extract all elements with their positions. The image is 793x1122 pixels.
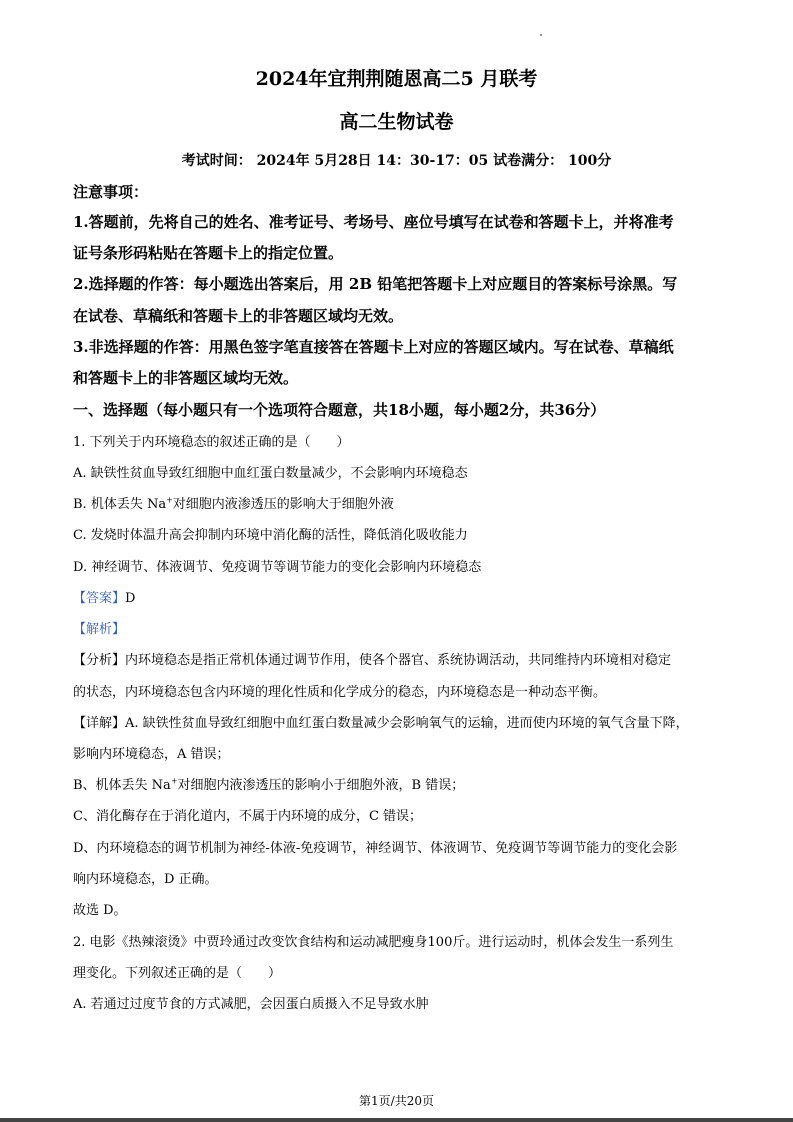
answer-tag: 【答案】 [73,591,126,606]
option-b-text: B. 机体丢失 Na [73,497,167,512]
xiangjie-line [73,774,464,793]
xiangjie-text: A. 缺铁性贫血导致红细胞中血红蛋白数量减少会影响氧气的运输，进而使内环境的氧气含量下降， [125,716,689,731]
question-2-stem: 2. 电影《热辣滚烫》中贾玲通过改变饮食结构和运动减肥瘦身100斤。进行运动时，机体会发生一系列生 [73,935,674,950]
page-bottom-rule [0,1118,793,1122]
analysis-tag: 【解析】 [73,622,126,637]
option-b-text-rest: 对细胞内液渗透压的影响大于细胞外液 [172,497,394,512]
notice-line: 3.非选择题的作答：用黑色签字笔直接答在答题卡上对应的答题区域内。写在试卷、草稿纸 [73,338,674,356]
notice-line: 2.选择题的作答：每小题选出答案后，用 2B 铅笔把答题卡上对应题目的答案标号涂黑。写 [73,275,678,293]
page-number: 第1页/共20页 [359,1094,434,1108]
notice-line: 证号条形码粘贴在答题卡上的指定位置。 [73,244,344,262]
fenxi-line [73,649,671,668]
xiangjie-line: D、内环境稳态的调节机制为神经-体液-免疫调节，神经调节、体液调节、免疫调节等调节能力的变化会影 [73,841,678,856]
paper-subtitle: 高二生物试卷 [339,111,454,133]
question-1-option-a: A. 缺铁性贫血导致红细胞中血红蛋白数量减少，不会影响内环境稳态 [73,466,468,481]
notice-heading: 注意事项： [73,183,149,201]
xiangjie-line: 响内环境稳态，D 正确。 [73,872,218,887]
fenxi-text: 内环境稳态是指正常机体通过调节作用，使各个器官、系统协调活动，共同维持内环境相对稳定 [125,653,672,668]
question-1-option-c: C. 发烧时体温升高会抑制内环境中消化酶的活性，降低消化吸收能力 [73,528,468,543]
fenxi-line: 的状态，内环境稳态包含内环境的理化性质和化学成分的稳态，内环境稳态是一种动态平衡。 [73,685,607,700]
question-2-stem: 理变化。下列叙述正确的是（ ） [73,966,282,981]
sodium-charge: + [170,776,178,786]
notice-line: 在试卷、草稿纸和答题卡上的非答题区域均无效。 [73,307,404,325]
exam-title: 2024年宜荆荆随恩高二5 月联考 [255,68,538,90]
xiangjie-line: C、消化酶存在于消化道内，不属于内环境的成分，C 错误； [73,809,423,824]
xiangjie-line [73,712,689,731]
xiangjie-line: 影响内环境稳态，A 错误； [73,747,230,762]
answer-line [73,587,135,606]
sodium-charge: + [166,495,173,505]
xiangjie-b-text: B、机体丢失 Na [73,778,171,793]
question-2-option-a: A. 若通过过度节食的方式减肥，会因蛋白质摄入不足导致水肿 [73,997,429,1012]
exam-info: 考试时间： 2024年 5月28日 14：30-17：05 试卷满分： 100分 [181,153,612,169]
xiangjie-b-rest: 对细胞内液渗透压的影响小于细胞外液，B 错误； [177,778,465,793]
question-1-option-b [73,493,394,512]
question-1-stem: 1. 下列关于内环境稳态的叙述正确的是（ ） [73,435,350,450]
notice-line: 和答题卡上的非答题区域均无效。 [73,369,299,387]
fenxi-tag: 【分析】 [73,653,126,668]
question-1-option-d: D. 神经调节、体液调节、免疫调节等调节能力的变化会影响内环境稳态 [73,560,482,575]
xiangjie-tag: 【详解】 [73,716,126,731]
conclusion: 故选 D。 [73,903,127,918]
scan-dot [540,34,542,36]
notice-line: 1.答题前，先将自己的姓名、准考证号、考场号、座位号填写在试卷和答题卡上，并将准考 [73,213,674,231]
section-heading: 一、选择题（每小题只有一个选项符合题意，共18小题，每小题2分，共36分） [73,401,606,419]
answer-value: D [125,591,136,606]
